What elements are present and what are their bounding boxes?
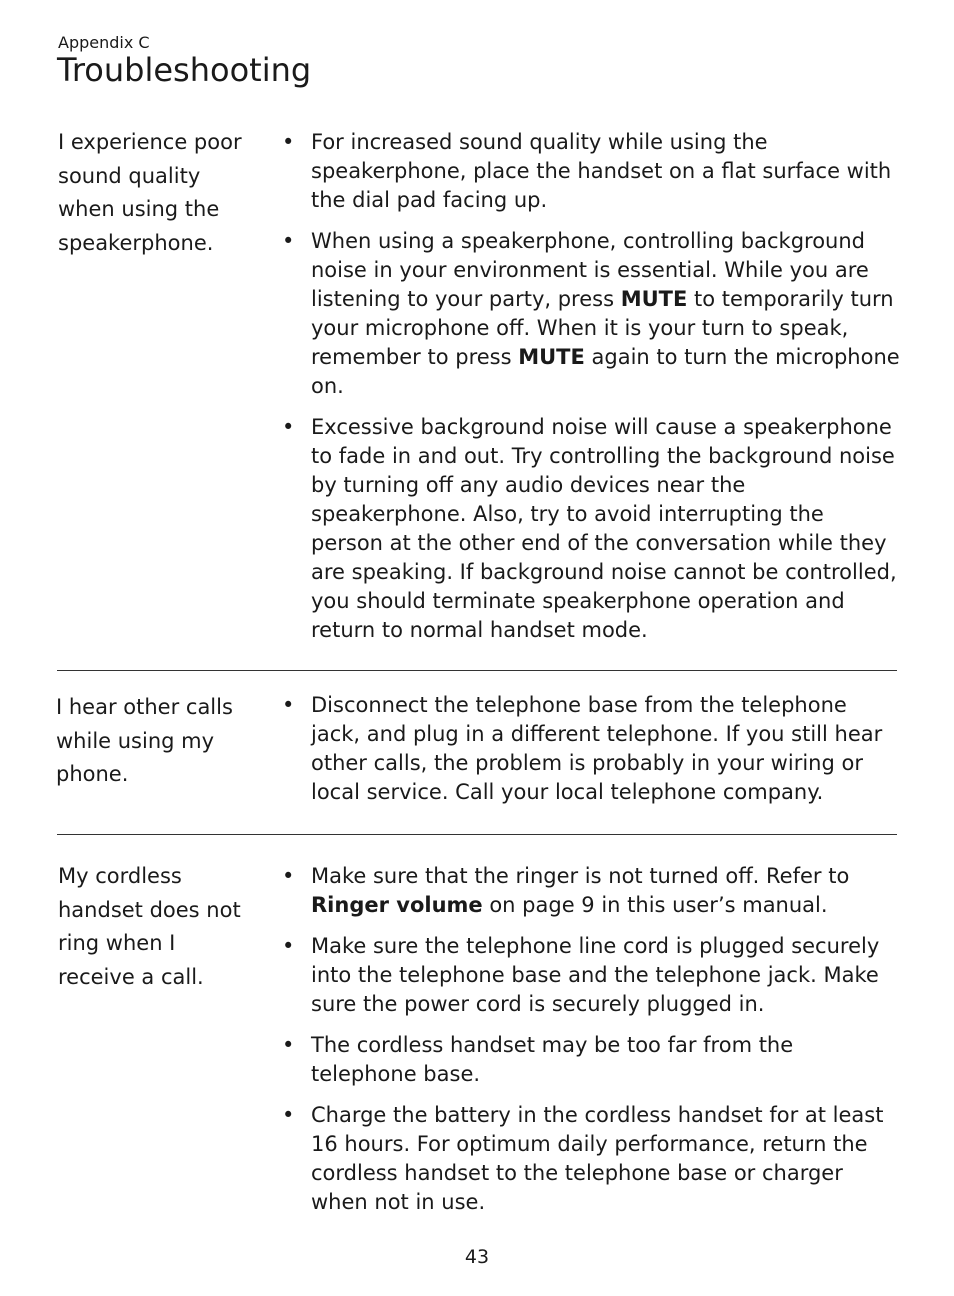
solution-list bbox=[282, 128, 902, 657]
section-divider bbox=[57, 834, 897, 835]
solution-text: The cordless handset may be too far from the telephone base. bbox=[311, 1033, 794, 1086]
solution-text: Excessive background noise will cause a speakerphone to fade in and out. Try controlling the background noise by turning off any audio devices near the speakerphone. Also, try to avoid interrupting the person at the other end of the conversation while they are speaking. If background noise cannot be controlled, you should terminate speakerphone operation and return to normal handset mode. bbox=[311, 415, 897, 642]
page-number: 43 bbox=[464, 1246, 490, 1268]
page-title: Troubleshooting bbox=[57, 51, 312, 89]
bullet-icon: • bbox=[282, 693, 295, 717]
solution-list bbox=[282, 691, 902, 819]
solution-item bbox=[282, 413, 902, 645]
solution-text: on page 9 in this user’s manual. bbox=[482, 893, 828, 917]
solution-item bbox=[282, 862, 902, 920]
emphasized-term: MUTE bbox=[518, 345, 585, 369]
bullet-icon: • bbox=[282, 934, 295, 958]
solution-item bbox=[282, 1101, 902, 1217]
solution-text: For increased sound quality while using the speakerphone, place the handset on a flat surface with the dial pad facing up. bbox=[311, 130, 892, 212]
solution-text: When using a speakerphone, controlling background noise in your environment is essential. While you are listening to your party, press bbox=[311, 229, 869, 311]
bullet-icon: • bbox=[282, 1103, 295, 1127]
solution-text: Make sure the telephone line cord is plugged securely into the telephone base and the telephone jack. Make sure the power cord is securely plugged in. bbox=[311, 934, 880, 1016]
solution-item bbox=[282, 691, 902, 807]
problem-text: My cordless handset does not ring when I receive a call. bbox=[58, 864, 241, 989]
appendix-label: Appendix C bbox=[58, 33, 150, 52]
solution-list bbox=[282, 862, 902, 1229]
solution-text: Charge the battery in the cordless handset for at least 16 hours. For optimum daily performance, return the cordless handset to the telephone base or charger when not in use. bbox=[311, 1103, 884, 1214]
solution-item bbox=[282, 128, 902, 215]
solution-item bbox=[282, 1031, 902, 1089]
solution-item bbox=[282, 227, 902, 401]
bullet-icon: • bbox=[282, 229, 295, 253]
solution-text: Make sure that the ringer is not turned off. Refer to bbox=[311, 864, 850, 888]
bullet-icon: • bbox=[282, 130, 295, 154]
problem-text: I hear other calls while using my phone. bbox=[56, 695, 233, 786]
problem-text: I experience poor sound quality when using the speakerphone. bbox=[58, 130, 242, 255]
bullet-icon: • bbox=[282, 864, 295, 888]
solution-text: Disconnect the telephone base from the telephone jack, and plug in a different telephone. If you still hear other calls, the problem is probably in your wiring or local service. Call your local telephone company. bbox=[311, 693, 883, 804]
bullet-icon: • bbox=[282, 1033, 295, 1057]
bullet-icon: • bbox=[282, 415, 295, 439]
emphasized-term: Ringer volume bbox=[311, 893, 483, 917]
solution-item bbox=[282, 932, 902, 1019]
section-divider bbox=[57, 670, 897, 671]
emphasized-term: MUTE bbox=[620, 287, 688, 311]
solution-text: to temporarily turn your microphone off. When it is your turn to speak, remember to press bbox=[311, 287, 894, 369]
solution-text: again to turn the microphone on. bbox=[311, 345, 900, 398]
